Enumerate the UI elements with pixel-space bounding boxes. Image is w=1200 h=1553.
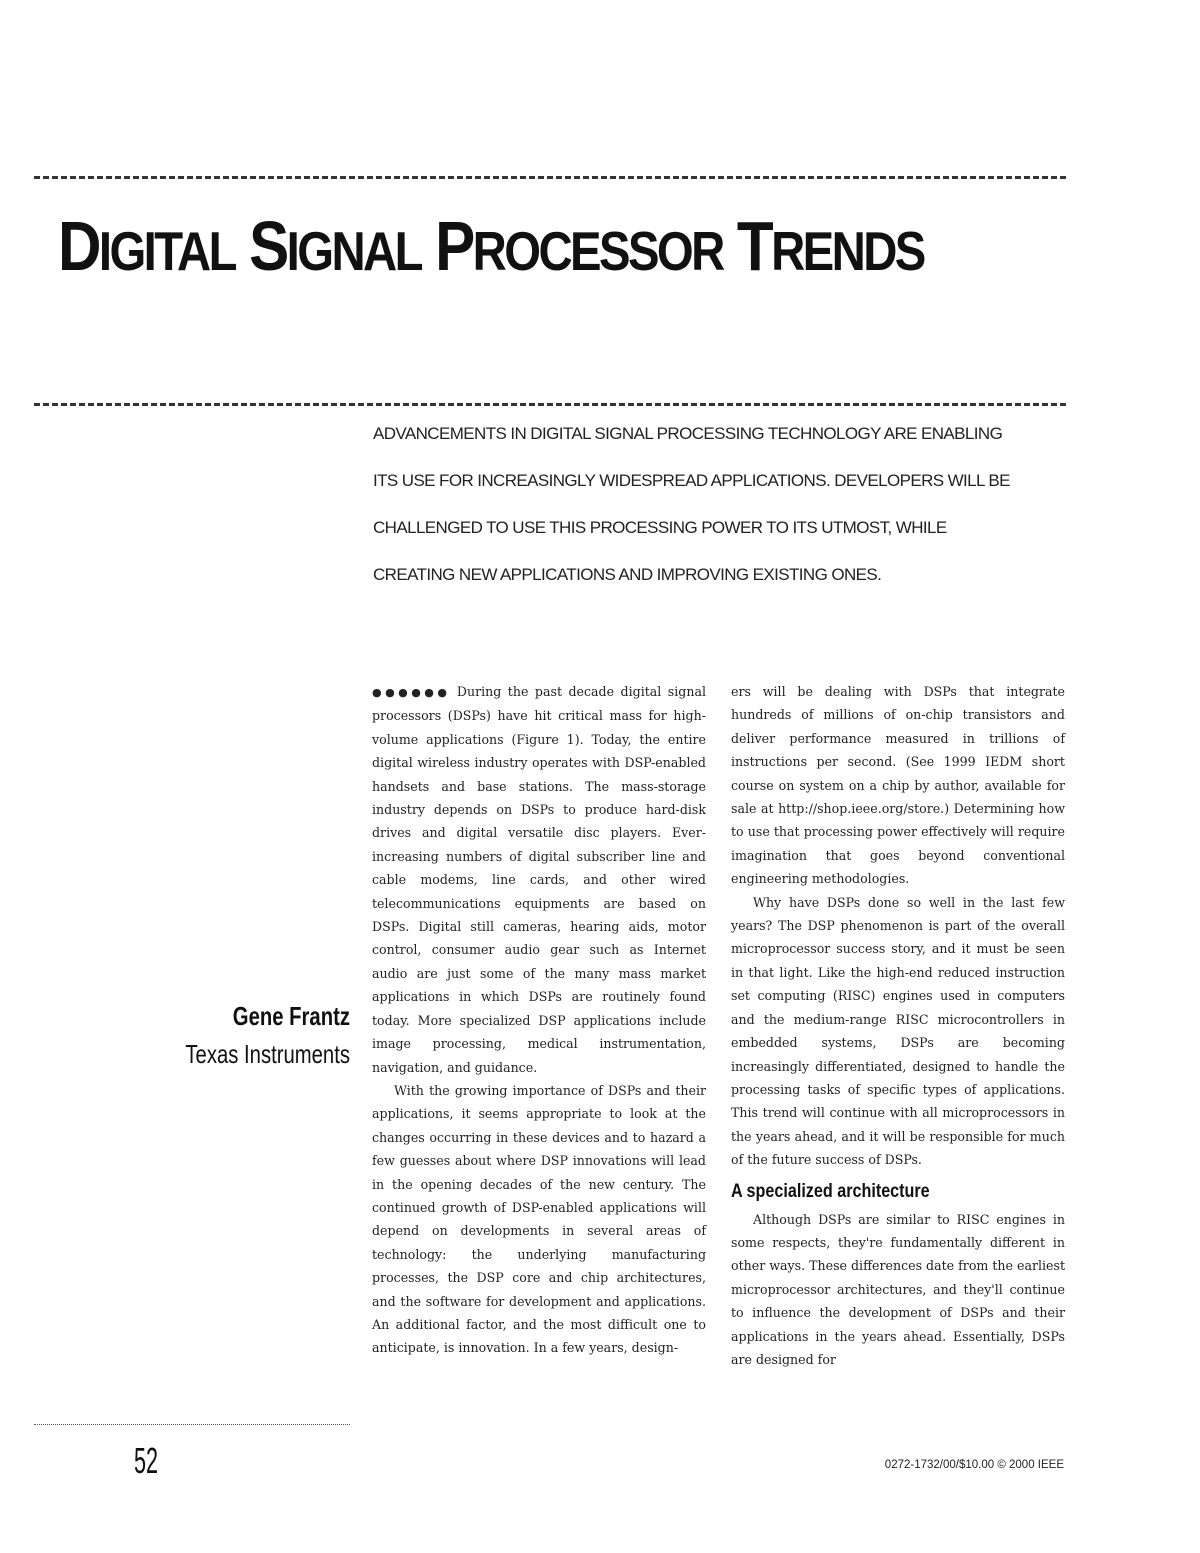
deck-line: ITS USE FOR INCREASINGLY WIDESPREAD APPLICATIONS. DEVELOPERS WILL BE bbox=[373, 471, 1010, 490]
author-affiliation: Texas Instruments bbox=[185, 1039, 350, 1069]
byline bbox=[185, 995, 350, 1071]
deck-line: CHALLENGED TO USE THIS PROCESSING POWER TO ITS UTMOST, WHILE bbox=[373, 518, 947, 537]
deck-line: CREATING NEW APPLICATIONS AND IMPROVING EXISTING ONES. bbox=[373, 565, 882, 584]
section-heading: A specialized architecture bbox=[731, 1180, 930, 1202]
author-name: Gene Frantz bbox=[232, 1001, 350, 1031]
paragraph: Although DSPs are similar to RISC engines in some respects, they're fundamentally different in other ways. These differences date from the earliest microprocessor architectures, and they'll continue to influence the development of DSPs and their applications in the years ahead. Essentially, DSPs are designed for bbox=[731, 1211, 1065, 1367]
deck-line: ADVANCEMENTS IN DIGITAL SIGNAL PROCESSING TECHNOLOGY ARE ENABLING bbox=[373, 424, 1003, 443]
paragraph: ●●●●●● During the past decade digital signal processors (DSPs) have hit critical mass for high-volume applications (Figure 1). Today, the entire digital wireless industry operates with DSP-enabled handsets and base stations. The mass-storage industry depends on DSPs to produce hard-disk drives and digital versatile disc players. Ever-increasing numbers of digital subscriber line and cable modems, line cards, and other wired telecommunications equipments are based on DSPs. Digital still cameras, hearing aids, motor control, consumer audio gear such as Internet audio are just some of the many mass market applications in which DSPs are routinely found today. More specialized DSP applications include image processing, medical instrumentation, navigation, and guidance. bbox=[372, 684, 706, 1075]
page-number: 52 bbox=[134, 1440, 159, 1481]
body-column-left bbox=[372, 680, 706, 1360]
footer-dotted-rule bbox=[34, 1424, 350, 1425]
article-deck bbox=[373, 410, 1063, 598]
article-title: DIGITAL SIGNAL PROCESSOR TRENDS bbox=[58, 207, 924, 285]
paragraph: ers will be dealing with DSPs that integrate hundreds of millions of on-chip transistors and deliver performance measured in trillions of instructions per second. (See 1999 IEDM short course on system on a chip by author, available for sale at http://shop.ieee.org/store.) Determining how to use that processing power effectively will require imagination that goes beyond conventional engineering methodologies. bbox=[731, 684, 1065, 887]
paragraph: Why have DSPs done so well in the last few years? The DSP phenomenon is part of the overall microprocessor success story, and it must be seen in that light. Like the high-end reduced instruction set computing (RISC) engines used in computers and the medium-range RISC microcontrollers in embedded systems, DSPs are becoming increasingly differentiated, designed to handle the processing tasks of specific types of applications. This trend will continue with all microprocessors in the years ahead, and it will be responsible for much of the future success of DSPs. bbox=[731, 894, 1065, 1168]
middle-dashed-rule bbox=[34, 403, 1066, 406]
top-dashed-rule bbox=[34, 176, 1066, 179]
copyright-line: 0272-1732/00/$10.00 © 2000 IEEE bbox=[884, 1459, 1064, 1471]
lead-marker: ●●●●●● bbox=[372, 686, 451, 699]
body-column-right bbox=[731, 680, 1065, 1371]
paragraph: With the growing importance of DSPs and their applications, it seems appropriate to look at the changes occurring in these devices and to hazard a few guesses about where DSP innovations will lead in the opening decades of the new century. The continued growth of DSP-enabled applications will depend on developments in several areas of technology: the underlying manufacturing processes, the DSP core and chip architectures, and the software for development and applications. An additional factor, and the most difficult one to anticipate, is innovation. In a few years, design- bbox=[372, 1082, 706, 1356]
